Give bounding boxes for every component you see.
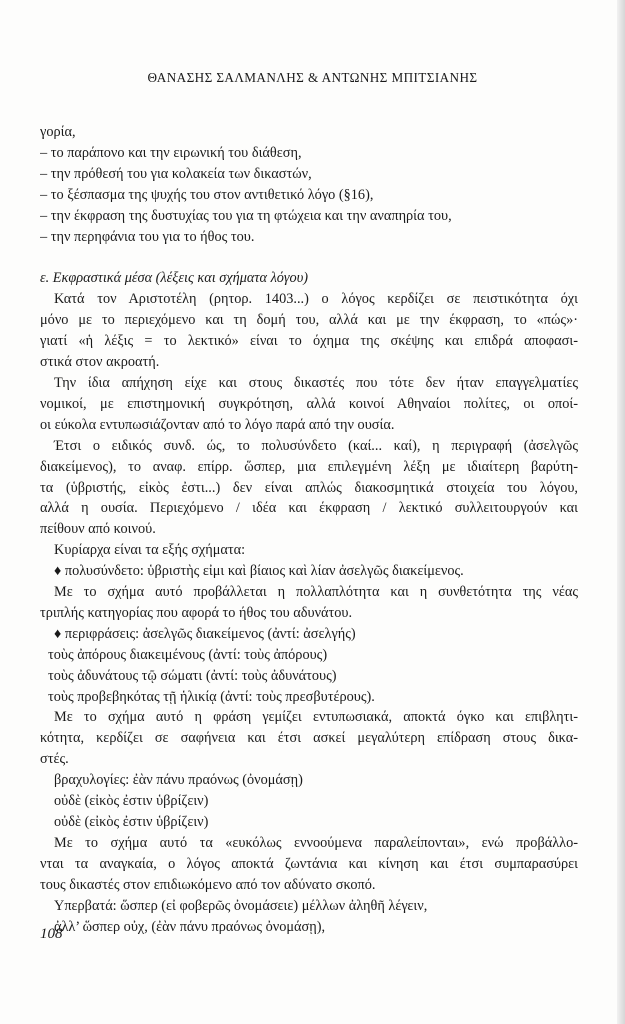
text-line: μόνο με το περιεχόμενο και τη δομή του, αλλά και με την έκφραση, το «πώς»·	[40, 312, 578, 329]
paragraph-gap	[40, 247, 578, 268]
text-line: διακείμενος), το αναφ. επίρρ. ὥσπερ, μια επιλεγμένη λέξη με ιδιαίτερη βαρύτη-	[40, 458, 578, 475]
text-line: Με το σχήμα αυτό τα «ευκόλως εννοούμενα παραλείπονται», ενώ προβάλλο-	[54, 834, 578, 851]
list-item: – το παράπονο και την ειρωνική του διάθεση,	[40, 144, 302, 161]
text-line: πείθουν από κοινού.	[40, 521, 156, 538]
section-heading: ε. Εκφραστικά μέσα (λέξεις και σχήματα λόγου)	[40, 270, 309, 287]
text-line: τοὺς προβεβηκότας τῇ ἡλικίᾳ (ἀντί: τοὺς πρεσβυτέρους).	[48, 688, 375, 705]
text-line: στικά στον ακροατή.	[40, 354, 160, 371]
bullet-item: ♦ πολυσύνδετο: ὑβριστὴς εἰμι καὶ βίαιος καὶ λίαν ἀσελγῶς διακείμενος.	[54, 563, 464, 580]
text-line: τους δικαστές στον επιδιωκόμενο από τον αδύνατο σκοπό.	[40, 876, 376, 893]
list-item: – την έκφραση της δυστυχίας του για τη φτώχεια και την αναπηρία του,	[40, 207, 452, 224]
bullet-item: ♦ περιφράσεις: ἀσελγῶς διακείμενος (ἀντί: ἀσελγής)	[54, 625, 356, 642]
list-item: – την πρόθεσή του για κολακεία των δικαστών,	[40, 165, 312, 182]
list-item: – το ξέσπασμα της ψυχής του στον αντιθετικό λόγο (§16),	[40, 186, 374, 203]
text-line: Με το σχήμα αυτό προβάλλεται η πολλαπλότητα και η συνθετότητα της νέας	[54, 584, 578, 601]
text-line: τοὺς ἀπόρους διακειμένους (ἀντί: τοὺς ἀπόρους)	[48, 646, 328, 663]
text-line: γορία,	[40, 124, 76, 140]
text-line: γιατί «ἡ λέξις = το λεκτικό» είναι το όχημα της σκέψης και επιδρά αποφασι-	[40, 333, 578, 350]
text-line: οὐδὲ (εἰκὸς ἐστιν ὑβρίζειν)	[54, 814, 209, 830]
list-item: – την περηφάνια του για το ήθος του.	[40, 228, 255, 245]
text-line: Υπερβατά: ὥσπερ (εἰ φοβερῶς ὀνομάσειε) μέλλων ἀληθῆ λέγειν,	[54, 897, 428, 914]
text-line: νομικοί, με επιστημονική συγκρότηση, αλλά κοινοί Αθηναίοι πολίτες, οι οποί-	[40, 395, 578, 412]
text-line: νται τα αναγκαία, ο λόγος αποκτά ζωντάνια και κίνηση και έτσι συμπαρασύρει	[40, 855, 578, 872]
page-number: 108	[40, 926, 63, 942]
text-line: τριπλής κατηγορίας που αφορά το ήθος του αδυνάτου.	[40, 604, 353, 621]
text-line: τοὺς ἀδυνάτους τῷ σώματι (ἀντί: τοὺς ἀδυνάτους)	[48, 667, 337, 684]
text-line: οι εύκολα εντυπωσιάζονταν από το λόγο παρά από την ουσία.	[40, 416, 395, 433]
text-line: Με το σχήμα αυτό η φράση γεμίζει εντυπωσιακά, αποκτά όγκο και επιβλητι-	[54, 709, 578, 726]
running-header: ΘΑΝΑΣΗΣ ΣΑΛΜΑΝΛΗΣ & ΑΝΤΩΝΗΣ ΜΠΙΤΣΙΑΝΗΣ	[147, 70, 478, 85]
text-line: τα (ὑβριστής, εἰκὸς ἐστι...) δεν είναι απλώς διακοσμητικά στοιχεία του λόγου,	[40, 479, 578, 496]
text-line: Την ίδια απήχηση είχε και στους δικαστές που τότε δεν ήταν επαγγελματίες	[54, 374, 578, 391]
text-line: ἀλλ’ ὥσπερ οὐχ, (ἐὰν πάνυ πραόνως ὀνομάσῃ),	[54, 918, 326, 935]
page-edge-shadow	[617, 0, 625, 1024]
text-line: Κυρίαρχα είναι τα εξής σχήματα:	[54, 542, 246, 559]
text-line: στές.	[40, 751, 69, 768]
text-line: οὐδὲ (εἰκὸς ἐστιν ὑβρίζειν)	[54, 793, 209, 810]
text-line: Έτσι ο ειδικός συνδ. ώς, το πολυσύνδετο (καί... καί), η περιγραφή (ἀσελγῶς	[54, 437, 578, 454]
text-line: βραχυλογίες: ἐὰν πάνυ πραόνως (ὀνομάσῃ)	[54, 772, 303, 789]
text-line: κότητα, κερδίζει σε σαφήνεια και έτσι ασκεί μεγαλύτερη επίδραση στους δικα-	[40, 730, 578, 747]
text-line: αλλά η ουσία. Περιεχόμενο / ιδέα και έκφραση / λεκτικό συλλειτουργούν και	[40, 500, 578, 517]
text-line: Κατά τον Αριστοτέλη (ρητορ. 1403...) ο λόγος κερδίζει σε πειστικότητα όχι	[54, 291, 578, 308]
body-text	[40, 122, 578, 937]
